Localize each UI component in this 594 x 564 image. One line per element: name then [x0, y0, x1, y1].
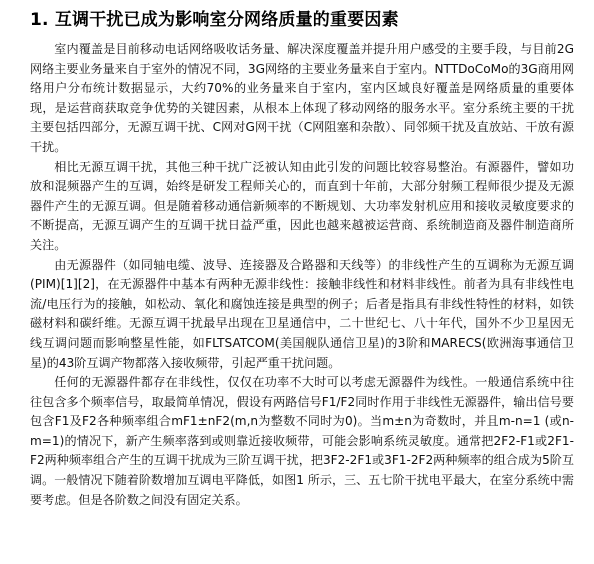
paragraph-indoor-coverage: 室内覆盖是目前移动电话网络吸收话务量、解决深度覆盖并提升用户感受的主要手段，与目前2G网络主要业务量来自于室外的情况不同，3G网络的主要业务量来自于室内。NTTDoCoMo的3G商用网络用户分布统计数据显示，大约70%的业务量来自于室内，室内区域良好覆盖是网络质量的重要体现，是运营商获取竞争优势的关键因素，从根本上体现了移动网络的服务水平。室分系统主要的干扰主要包括四部分，无源互调干扰、C网对G网干扰（C网阻塞和杂散）、同邻频干扰及直放站、干放有源干扰。 [30, 42, 574, 154]
paragraph-intermodulation-orders: 任何的无源器件都存在非线性，仅仅在功率不大时可以考虑无源器件为线性。一般通信系统中往往包含多个频率信号，取最简单情况，假设有两路信号F1/F2同时作用于非线性无源器件，输出信号要包含F1及F2各种频率组合mF1±nF2(m,n为整数不同时为0)。当m±n为奇数时，并且m-n=1 (或n-m=1)的情况下，新产生频率落到或则靠近接收频带，可能会影响系统灵敏度。通常把2F2-F1或2F1-F2两种频率组合产生的互调干扰成为三阶互调干扰，把3F2-2F1或3F1-2F2两种频率的组合成为5阶互调。一般情况下随着阶数增加互调电平降低，如图1 所示，三、五七阶干扰电平最大，在室分系统中需要考虑。但是各阶数之间没有固定关系。 [30, 375, 574, 507]
section-heading [30, 8, 574, 32]
section-number: 1. [30, 10, 49, 30]
section-title: 互调干扰已成为影响室分网络质量的重要因素 [54, 10, 399, 30]
paragraph-pim-comparison: 相比无源互调干扰，其他三种干扰广泛被认知由此引发的问题比较容易整治。有源器件，譬如功放和混频器产生的互调，始终是研发工程师关心的，而直到十年前，大部分射频工程师很少提及无源器件产生的无源互调。但是随着移动通信新频率的不断规划、大功率发射机应用和接收灵敏度要求的不断提高，无源互调产生的互调干扰日益严重，因此也越来越被运营商、系统制造商及器件制造商所关注。 [30, 159, 574, 252]
paragraph-pim-definition: 由无源器件（如同轴电缆、波导、连接器及合路器和天线等）的非线性产生的互调称为无源互调(PIM)[1][2]，在无源器件中基本有两种无源非线性：接触非线性和材料非线性。前者为具有非线性电流/电压行为的接触，如松动、氧化和腐蚀连接是典型的例子；后者是指具有非线性特性的材料，如铁磁材料和碳纤维。无源互调干扰最早出现在卫星通信中，二十世纪七、八十年代，国外不少卫星因无线互调问题而影响整星性能，如FLTSATCOM(美国舰队通信卫星)的3阶和MARECS(欧洲海事通信卫星)的43阶互调产物都落入接收频带，引起严重干扰问题。 [30, 257, 574, 370]
